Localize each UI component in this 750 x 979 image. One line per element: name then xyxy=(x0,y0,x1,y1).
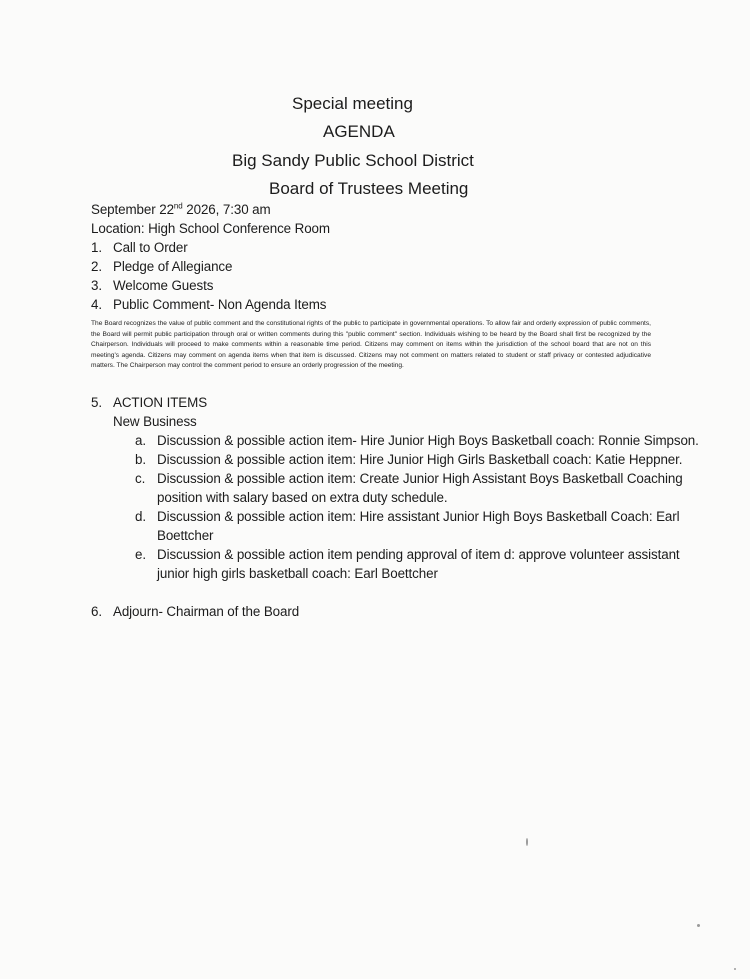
item-number: 6. xyxy=(91,604,102,619)
item-text: Adjourn- Chairman of the Board xyxy=(113,604,300,619)
sub-item-d xyxy=(135,509,680,524)
agenda-item-4 xyxy=(91,297,326,312)
agenda-item-1 xyxy=(91,240,188,255)
item-number: 2. xyxy=(91,259,102,274)
title-board-meeting: Board of Trustees Meeting xyxy=(269,179,469,198)
date-ordinal: nd xyxy=(173,201,183,211)
date-prefix: September 22 xyxy=(91,202,174,217)
sub-item-text: Discussion & possible action item: Hire Junior High Girls Basketball coach: Katie Heppner. xyxy=(157,452,683,467)
sub-item-letter: c. xyxy=(135,471,146,486)
sub-item-c-continued: position with salary based on extra duty schedule. xyxy=(157,490,448,505)
meeting-location: Location: High School Conference Room xyxy=(91,221,330,236)
agenda-item-5 xyxy=(91,395,207,410)
scan-speck xyxy=(734,968,736,970)
sub-item-letter: b. xyxy=(135,452,146,467)
scan-speck xyxy=(697,924,700,927)
agenda-item-3 xyxy=(91,278,213,293)
sub-item-text: Discussion & possible action item: Hire assistant Junior High Boys Basketball Coach: Earl xyxy=(157,509,680,524)
scan-speck xyxy=(526,838,528,846)
sub-item-letter: d. xyxy=(135,509,146,524)
sub-item-letter: e. xyxy=(135,547,146,562)
sub-item-b xyxy=(135,452,682,467)
sub-item-text: Discussion & possible action item: Create Junior High Assistant Boys Basketball Coaching xyxy=(157,471,683,486)
item-number: 1. xyxy=(91,240,102,255)
title-district: Big Sandy Public School District xyxy=(232,151,474,170)
sub-item-d-continued: Boettcher xyxy=(157,528,214,543)
sub-item-text: Discussion & possible action item pending approval of item d: approve volunteer assistant xyxy=(157,547,680,562)
item-text: Public Comment- Non Agenda Items xyxy=(113,297,327,312)
title-agenda: AGENDA xyxy=(323,122,395,141)
sub-item-c xyxy=(135,471,683,486)
sub-item-e-continued: junior high girls basketball coach: Earl Boettcher xyxy=(157,566,438,581)
item-number: 4. xyxy=(91,297,102,312)
item-number: 5. xyxy=(91,395,102,410)
title-special-meeting: Special meeting xyxy=(292,94,413,113)
sub-item-text: Discussion & possible action item- Hire Junior High Boys Basketball coach: Ronnie Simpson. xyxy=(157,433,699,448)
new-business-heading: New Business xyxy=(113,414,197,429)
agenda-item-6 xyxy=(91,604,299,619)
agenda-item-2 xyxy=(91,259,232,274)
sub-item-a xyxy=(135,433,699,448)
sub-item-e xyxy=(135,547,680,562)
item-text: ACTION ITEMS xyxy=(113,395,208,410)
date-suffix: 2026, 7:30 am xyxy=(182,202,271,217)
public-comment-policy: The Board recognizes the value of public comment and the constitutional rights of the public to participate in governmental operations. To allow fair and orderly expression of public comments, the Board will permit public participation through oral or written comments during this "public comment" section. Individuals wishing to be heard by the Board shall first be recognized by the Chairperson. Individuals will proceed to make comments within a reasonable time period. Citizens may comment on items within the jurisdiction of the school board that are not on this meeting's agenda. Citizens may comment on agenda items when that item is discussed. Citizens may not comment on matters related to student or staff privacy or contested adjudicative matters. The Chairperson may control the comment period to ensure an orderly progression of the meeting. xyxy=(91,320,651,370)
item-text: Call to Order xyxy=(113,240,188,255)
item-text: Pledge of Allegiance xyxy=(113,259,233,274)
meeting-date xyxy=(91,202,271,217)
item-text: Welcome Guests xyxy=(113,278,214,293)
item-number: 3. xyxy=(91,278,102,293)
sub-item-letter: a. xyxy=(135,433,146,448)
